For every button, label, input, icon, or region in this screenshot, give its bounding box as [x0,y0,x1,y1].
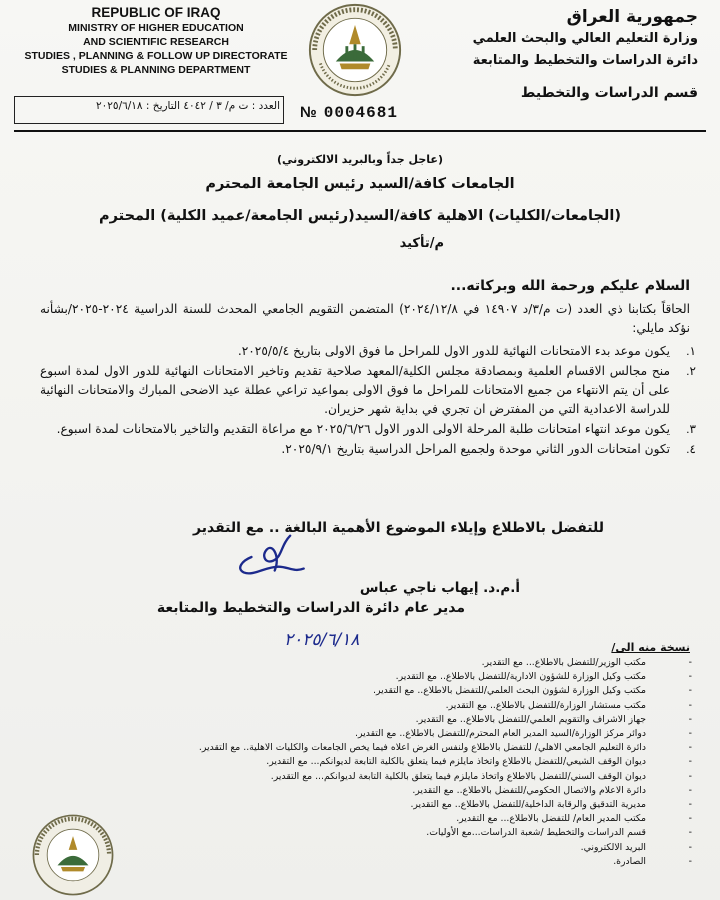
list-item [40,420,696,439]
header-ministry-en-1: MINISTRY OF HIGHER EDUCATION [68,22,244,34]
header-country-ar: جمهورية العراق [566,7,698,27]
header-arabic [428,6,698,104]
list-item: - الصادرة. [132,855,692,869]
handwritten-signature [222,528,310,586]
signatory-title: مدير عام دائرة الدراسات والتخطيط والمتابعة [156,600,465,616]
header-country-en: REPUBLIC OF IRAQ [91,5,221,20]
points-list [40,342,696,460]
list-item [40,362,696,419]
subject-line: م/تأكيد [399,236,444,251]
handwritten-date [180,626,360,652]
list-item: - مكتب مستشار الوزارة/للتفضل بالاطلاع.. مع التقدير. [132,699,692,713]
addressee-2: (الجامعات/الكليات) الاهلية كافة/السيد(رئيس الجامعة/عميد الكلية) المحترم [99,208,621,224]
header-department-ar: قسم الدراسات والتخطيط [520,85,698,101]
list-item: - ديوان الوقف السني/للتفضل بالاطلاع واتخاذ مايلزم فيما يتعلق بالكلية التابعة لديوانكم... مع التقدير. [132,770,692,784]
point-number: ٢. [686,364,696,378]
list-item: - مكتب الوزير/للتفضل بالاطلاع... مع التقدير. [132,656,692,670]
svg-text:٢٠٢٥/٦/١٨: ٢٠٢٥/٦/١٨ [284,630,360,650]
point-text: تكون امتحانات الدور الثاني موحدة ولجميع المراحل الدراسية بتاريخ ٢٠٢٥/٩/١. [281,442,670,456]
list-item: - مكتب المدير العام/ للتفضل بالاطلاع... مع التقدير. [132,812,692,826]
intro-paragraph: الحاقاً بكتابنا ذي العدد (ت م/٣/د ١٤٩٠٧ في ٢٠٢٤/١٢/٨) المتضمن التقويم الجامعي المحدث للسنة الدراسية ٢٠٢٤-٢٠٢٥/بشأنه نؤكد مايلي: [40,302,690,335]
list-item: - دائرة التعليم الجامعي الاهلي/ للتفضل بالاطلاع ولنفس الغرض اعلاه فيما يخص الجامعات والكليات الاهلية.. مع التقدير. [132,741,692,755]
list-item: - مديرية التدقيق والرقابة الداخلية/للتفضل بالاطلاع.. مع التقدير. [132,798,692,812]
list-item: - مكتب وكيل الوزارة للشؤون الادارية/للتفضل بالاطلاع.. مع التقدير. [132,670,692,684]
footer-seal-icon [30,812,116,898]
header-directorate-ar: دائرة الدراسات والتخطيط والمتابعة [472,53,698,68]
list-item: - جهاز الاشراف والتقويم العلمي/للتفضل بالاطلاع.. مع التقدير. [132,713,692,727]
header-ministry-en-2: AND SCIENTIFIC RESEARCH [83,36,229,48]
point-text: يكون موعد انتهاء امتحانات طلبة المرحلة الاولى الدور الاول ٢٠٢٥/٦/٢٦ مع مراعاة التقديم والتاخير بالامتحانات لمدة اسبوع. [56,422,670,436]
point-text: يكون موعد بدء الامتحانات النهائية للدور الاول للمراحل ما فوق الاولى بتاريخ ٢٠٢٥/٥/٤. [237,344,670,358]
signatory-name: أ.م.د. إيهاب ناجي عباس [359,580,520,596]
header-divider [14,130,706,132]
header-ministry-ar: وزارة التعليم العالي والبحث العلمي [472,31,698,46]
closing-line: للتفضل بالاطلاع وإيلاء الموضوع الأهمية البالغة .. مع التقدير [193,520,604,536]
greeting: السلام عليكم ورحمة الله وبركاته... [450,278,690,294]
copies-heading: نسخة منه الى/ [611,641,690,654]
point-number: ٣. [686,422,696,436]
header-directorate-en: STUDIES , PLANNING & FOLLOW UP DIRECTORATE [24,50,288,62]
header-english [20,4,292,77]
list-item: - دائرة الاعلام والاتصال الحكومي/للتفضل بالاطلاع.. مع التقدير. [132,784,692,798]
list-item: - البريد الالكتروني. [132,841,692,855]
point-number: ٤. [686,442,696,456]
addressee-1: الجامعات كافة/السيد رئيس الجامعة المحترم [205,176,515,192]
list-item: - مكتب وكيل الوزارة لشؤون البحث العلمي/للتفضل بالاطلاع.. مع التقدير. [132,684,692,698]
ministry-seal-icon [307,2,403,98]
list-item [40,342,696,361]
number-sign: № [300,104,318,121]
point-text: منح مجالس الاقسام العلمية وبمصادقة مجلس الكلية/المعهد صلاحية تقديم وتاخير الامتحانات النهائية للدور الاول لمدة اسبوع على أن يتم الانتهاء من جميع الامتحانات للمراحل ما فوق الاولى بمواعيد تراعي عطلة عيد الاضحى المبارك والامتحانات النهائية للدراسة الاعدادية التي من المفترض ان تجري في بداية شهر حزيران. [40,364,670,416]
urgency-note: (عاجل جداً وبالبريد الالكتروني) [277,153,443,166]
document-number [300,104,398,122]
header-department-en: STUDIES & PLANNING DEPARTMENT [61,64,251,76]
point-number: ١. [686,344,696,358]
reference-number-date: العدد : ت م/ ٣ / ٤٠٤٢ التاريخ : ٢٠٢٥/٦/١٨ [96,100,280,112]
list-item [40,440,696,459]
list-item: - دوائر مركز الوزارة/السيد المدير العام المحترم/للتفضل بالاطلاع.. مع التقدير. [132,727,692,741]
copies-list [132,656,692,869]
list-item: - قسم الدراسات والتخطيط /شعبة الدراسات...مع الأوليات. [132,826,692,840]
document-number-value: 0004681 [323,104,398,122]
list-item: - ديوان الوقف الشيعي/للتفضل بالاطلاع واتخاذ مايلزم فيما يتعلق بالكلية التابعة لديوانكم... مع التقدير. [132,755,692,769]
